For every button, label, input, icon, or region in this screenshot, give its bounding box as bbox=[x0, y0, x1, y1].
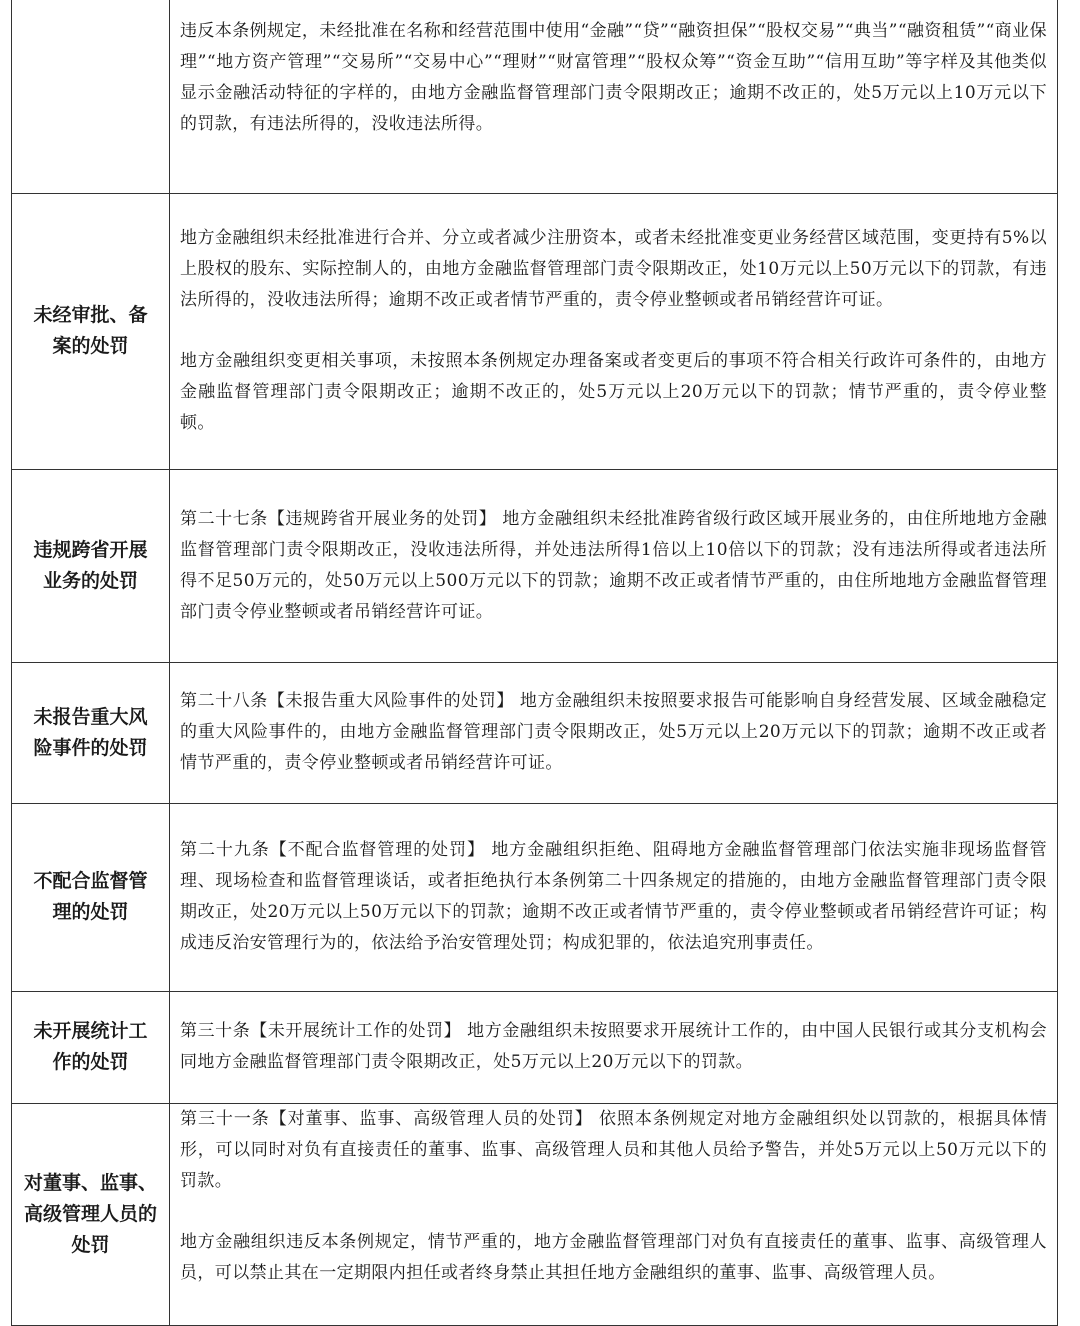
row-label-cell bbox=[12, 1103, 170, 1325]
row-content-cell bbox=[170, 662, 1058, 803]
row-paragraph: 地方金融组织变更相关事项，未按照本条例规定办理备案或者变更后的事项不符合相关行政许可条件的，由地方金融监督管理部门责令限期改正；逾期不改正的，处5万元以上20万元以下的罚款；情节严重的，责令停业整顿。 bbox=[180, 351, 1047, 433]
row-content-cell bbox=[170, 193, 1058, 469]
row-content-cell bbox=[170, 803, 1058, 991]
row-label-cell bbox=[12, 469, 170, 662]
table-row bbox=[12, 991, 1058, 1103]
penalty-table bbox=[11, 0, 1058, 1326]
table-row bbox=[12, 0, 1058, 193]
row-label-cell bbox=[12, 662, 170, 803]
table-row bbox=[12, 662, 1058, 803]
row-paragraph: 违反本条例规定，未经批准在名称和经营范围中使用“金融”“贷”“融资担保”“股权交易”“典当”“融资租赁”“商业保理”“地方资产管理”“交易所”“交易中心”“理财”“财富管理”“股权众筹”“资金互助”“信用互助”等字样及其他类似显示金融活动特征的字样的，由地方金融监督管理部门责令限期改正；逾期不改正的，处5万元以上10万元以下的罚款，有违法所得的，没收违法所得。 bbox=[180, 21, 1047, 134]
row-label: 未报告重大风险事件的处罚 bbox=[33, 705, 148, 759]
row-label-cell bbox=[12, 193, 170, 469]
row-paragraph: 地方金融组织未经批准进行合并、分立或者减少注册资本，或者未经批准变更业务经营区域范围，变更持有5%以上股权的股东、实际控制人的，由地方金融监督管理部门责令限期改正，处10万元以上50万元以下的罚款，有违法所得的，没收违法所得；逾期不改正或者情节严重的，责令停业整顿或者吊销经营许可证。 bbox=[180, 228, 1047, 310]
row-label-cell bbox=[12, 991, 170, 1103]
row-paragraph: 第二十七条【违规跨省开展业务的处罚】 地方金融组织未经批准跨省级行政区域开展业务的，由住所地地方金融监督管理部门责令限期改正，没收违法所得，并处违法所得1倍以上10倍以下的罚款；没有违法所得或者违法所得不足50万元的，处50万元以上500万元以下的罚款；逾期不改正或者情节严重的，由住所地地方金融监督管理部门责令停业整顿或者吊销经营许可证。 bbox=[180, 508, 1047, 622]
table-row bbox=[12, 803, 1058, 991]
row-label: 对董事、监事、高级管理人员的处罚 bbox=[23, 1171, 157, 1256]
row-content-cell bbox=[170, 1103, 1058, 1325]
row-content-cell bbox=[170, 469, 1058, 662]
row-label-cell bbox=[12, 0, 170, 193]
row-paragraph: 第三十条【未开展统计工作的处罚】 地方金融组织未按照要求开展统计工作的，由中国人民银行或其分支机构会同地方金融监督管理部门责令限期改正，处5万元以上20万元以下的罚款。 bbox=[180, 1021, 1047, 1072]
row-paragraph: 第二十九条【不配合监督管理的处罚】 地方金融组织拒绝、阻碍地方金融监督管理部门依法实施非现场监督管理、现场检查和监督管理谈话，或者拒绝执行本条例第二十四条规定的措施的，由地方金融监督管理部门责令限期改正，处20万元以上50万元以下的罚款；逾期不改正或者情节严重的，责令停业整顿或者吊销经营许可证；构成违反治安管理行为的，依法给予治安管理处罚；构成犯罪的，依法追究刑事责任。 bbox=[180, 840, 1047, 953]
table-row bbox=[12, 469, 1058, 662]
row-paragraph: 第三十一条【对董事、监事、高级管理人员的处罚】 依照本条例规定对地方金融组织处以罚款的，根据具体情形，可以同时对负有直接责任的董事、监事、高级管理人员和其他人员给予警告，并处5万元以上50万元以下的罚款。 bbox=[180, 1108, 1047, 1191]
row-label: 违规跨省开展业务的处罚 bbox=[33, 538, 148, 592]
row-label: 未开展统计工作的处罚 bbox=[33, 1020, 148, 1073]
table-row bbox=[12, 1103, 1058, 1325]
row-label: 未经审批、备案的处罚 bbox=[33, 304, 148, 357]
row-paragraph: 第二十八条【未报告重大风险事件的处罚】 地方金融组织未按照要求报告可能影响自身经营发展、区域金融稳定的重大风险事件的，由地方金融监督管理部门责令限期改正，处5万元以上20万元以下的罚款；逾期不改正或者情节严重的，责令停业整顿或者吊销经营许可证。 bbox=[180, 691, 1047, 773]
table-row bbox=[12, 193, 1058, 469]
row-content-cell bbox=[170, 991, 1058, 1103]
row-label-cell bbox=[12, 803, 170, 991]
row-label: 不配合监督管理的处罚 bbox=[33, 870, 148, 923]
row-content-cell bbox=[170, 0, 1058, 193]
row-paragraph: 地方金融组织违反本条例规定，情节严重的，地方金融监督管理部门对负有直接责任的董事、监事、高级管理人员，可以禁止其在一定期限内担任或者终身禁止其担任地方金融组织的董事、监事、高级管理人员。 bbox=[180, 1231, 1047, 1283]
